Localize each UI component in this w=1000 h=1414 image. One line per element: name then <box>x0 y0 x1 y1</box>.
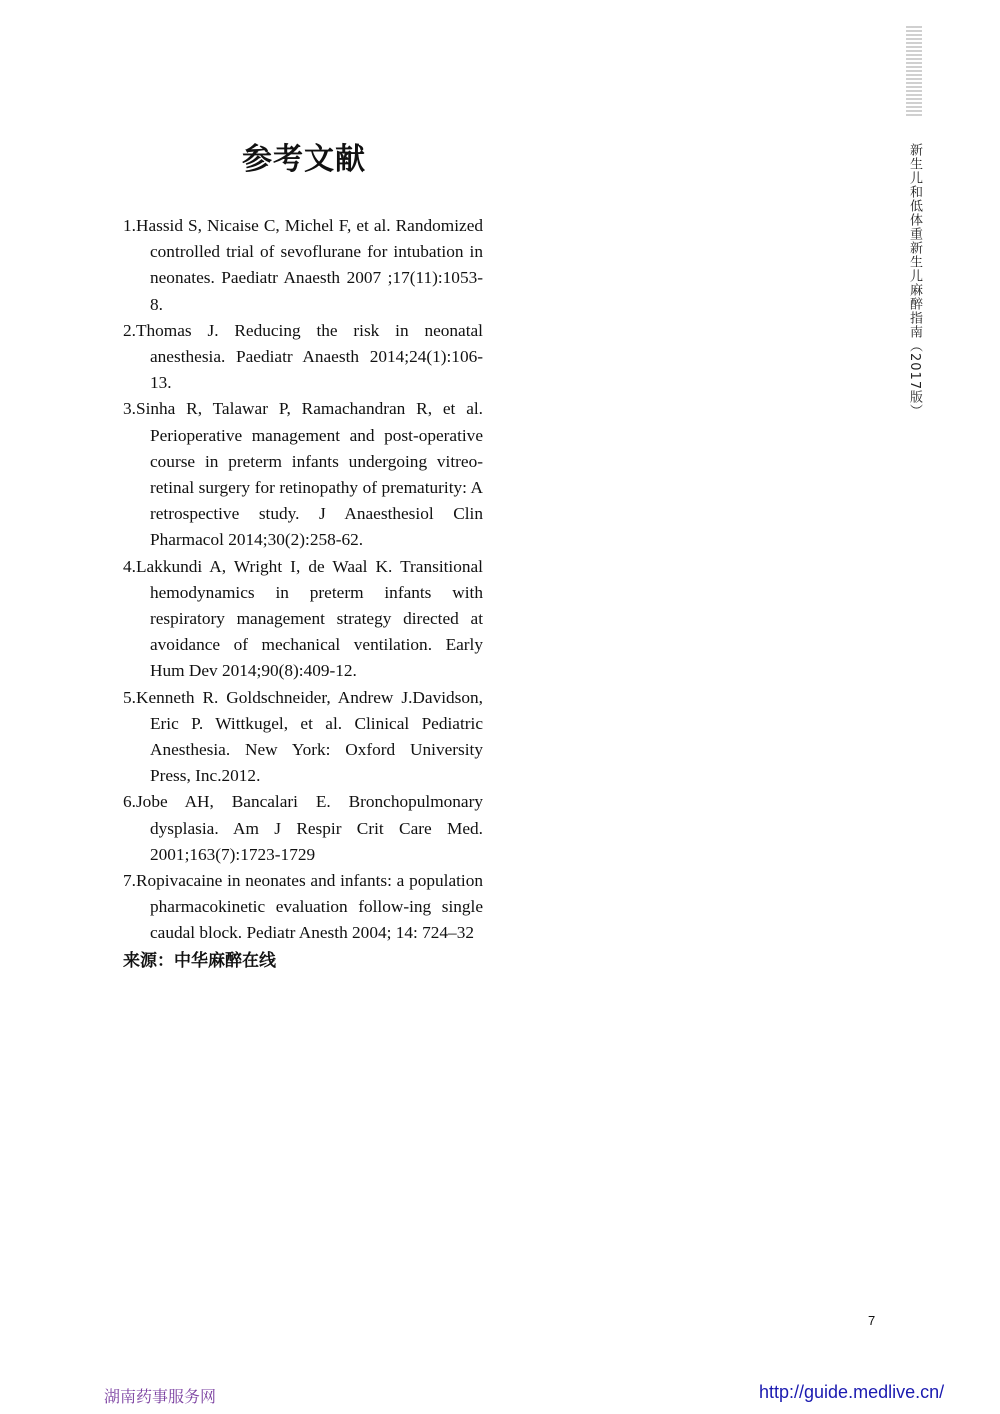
reference-item-5: 5.Kenneth R. Goldschneider, Andrew J.Davidson, Eric P. Wittkugel, et al. Clinical Pediatric Anesthesia. New York: Oxford University Press, Inc.2012. <box>123 687 483 786</box>
footer-url-link[interactable]: http://guide.medlive.cn/ <box>759 1382 945 1402</box>
reference-list <box>123 213 483 947</box>
reference-item-4: 4.Lakkundi A, Wright I, de Waal K. Transitional hemodynamics in preterm infants with respiratory management strategy directed at avoidance of mechanical ventilation. Early Hum Dev 2014;90(8):409-12. <box>123 556 483 681</box>
source-note: 来源：中华麻醉在线 <box>123 951 276 971</box>
reference-item-1: 1.Hassid S, Nicaise C, Michel F, et al. Randomized controlled trial of sevoflurane for intubation in neonates. Paediatr Anaesth 2007 ;17(11):1053-8. <box>123 216 483 314</box>
barcode-stamp <box>906 26 922 116</box>
reference-item-7: 7.Ropivacaine in neonates and infants: a population pharmacokinetic evaluation follow-ing single caudal block. Pediatr Anesth 2004; 14: 724–32 <box>123 871 483 943</box>
footer-site-name: 湖南药事服务网 <box>104 1387 217 1406</box>
page-number: 7 <box>868 1313 876 1328</box>
reference-item-3: 3.Sinha R, Talawar P, Ramachandran R, et al. Perioperative management and post-operative course in preterm infants undergoing vitreo-retinal surgery for retinopathy of prematurity: A retrospective study. J Anaesthesiol Clin Pharmacol 2014;30(2):258-62. <box>123 399 483 550</box>
reference-item-2: 2.Thomas J. Reducing the risk in neonatal anesthesia. Paediatr Anaesth 2014;24(1):106-13. <box>123 320 483 393</box>
side-running-title: 新生儿和低体重新生儿麻醉指南（2017版） <box>907 143 922 419</box>
page-title: 参考文献 <box>242 142 366 177</box>
reference-item-6: 6.Jobe AH, Bancalari E. Bronchopulmonary dysplasia. Am J Respir Crit Care Med. 2001;163(7):1723-1729 <box>123 792 483 864</box>
